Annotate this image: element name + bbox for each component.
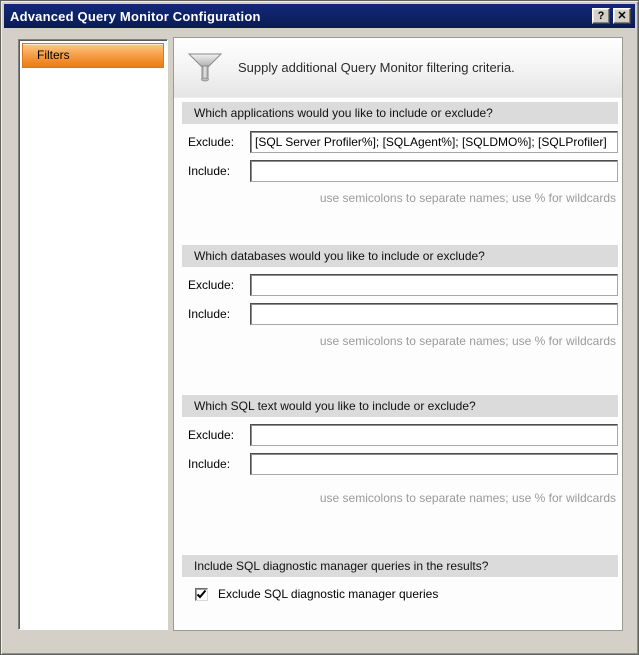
checkmark-icon [196, 589, 207, 600]
filter-funnel-icon [187, 48, 223, 87]
applications-exclude-label: Exclude: [188, 135, 235, 149]
sql-text-exclude-input[interactable] [250, 424, 618, 446]
sql-text-include-input[interactable] [250, 453, 618, 475]
sidebar-item-filters[interactable]: Filters [22, 43, 164, 68]
applications-include-input[interactable] [250, 160, 618, 182]
help-button[interactable]: ? [592, 8, 610, 24]
sql-text-exclude-row [182, 424, 618, 446]
applications-include-label: Include: [188, 164, 231, 178]
sql-text-hint: use semicolons to separate names; use % for wildcards [319, 491, 616, 505]
databases-include-row [182, 303, 618, 325]
applications-include-row [182, 160, 618, 182]
diagnostics-checkbox-label: Exclude SQL diagnostic manager queries [218, 587, 439, 601]
diagnostics-checkbox-row [195, 586, 618, 602]
sidebar [18, 39, 168, 630]
section-diagnostics [182, 555, 618, 602]
intro-description: Supply additional Query Monitor filtering criteria. [238, 59, 515, 75]
applications-hint: use semicolons to separate names; use % for wildcards [319, 191, 616, 205]
section-applications [182, 102, 618, 205]
window-title: Advanced Query Monitor Configuration [10, 8, 261, 24]
sql-text-include-row [182, 453, 618, 475]
section-diagnostics-title: Include SQL diagnostic manager queries in the results? [182, 555, 618, 577]
section-sql-text [182, 395, 618, 505]
titlebar-buttons [592, 8, 631, 24]
applications-exclude-input[interactable] [250, 131, 618, 153]
main-panel [173, 37, 623, 631]
exclude-diagnostics-checkbox[interactable] [195, 588, 208, 601]
section-applications-title: Which applications would you like to include or exclude? [182, 102, 618, 124]
databases-include-label: Include: [188, 307, 231, 321]
section-sql-text-title: Which SQL text would you like to include or exclude? [182, 395, 618, 417]
sql-text-exclude-label: Exclude: [188, 428, 235, 442]
titlebar[interactable] [4, 4, 635, 28]
applications-exclude-row [182, 131, 618, 153]
databases-exclude-input[interactable] [250, 274, 618, 296]
section-databases [182, 245, 618, 348]
close-button[interactable]: ✕ [613, 8, 631, 24]
databases-exclude-row [182, 274, 618, 296]
section-databases-title: Which databases would you like to include or exclude? [182, 245, 618, 267]
intro-header [187, 46, 612, 88]
sql-text-include-label: Include: [188, 457, 231, 471]
databases-exclude-label: Exclude: [188, 278, 235, 292]
databases-hint: use semicolons to separate names; use % for wildcards [319, 334, 616, 348]
databases-include-input[interactable] [250, 303, 618, 325]
